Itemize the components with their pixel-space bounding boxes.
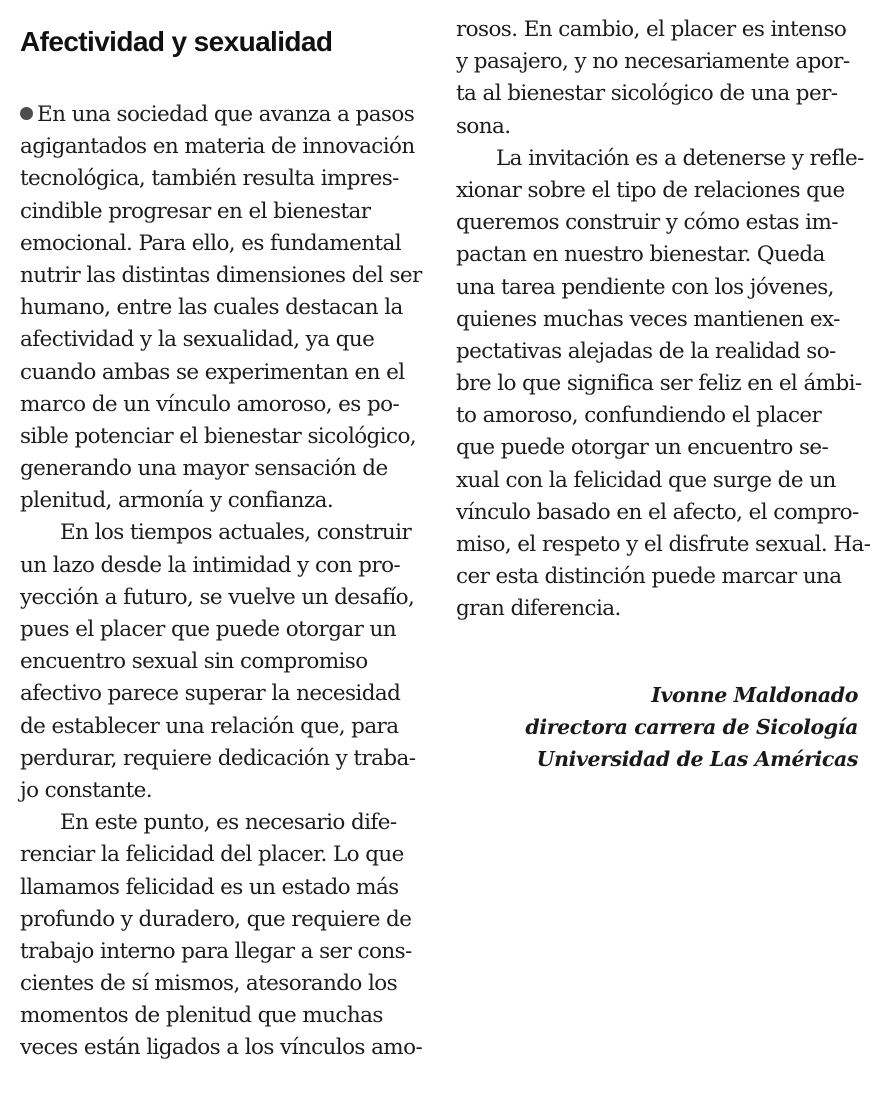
text-line: tecnológica, también resulta impres-	[20, 166, 399, 192]
text-line: sona.	[456, 113, 511, 139]
text-line: queremos construir y cómo estas im-	[456, 210, 838, 236]
right-column	[456, 14, 871, 626]
text-line: pactan en nuestro bienestar. Queda	[456, 242, 825, 268]
bullet-icon	[20, 107, 33, 120]
text-line: humano, entre las cuales destacan la	[20, 295, 403, 321]
text-line: miso, el respeto y el disfrute sexual. Ha-	[456, 532, 871, 557]
text-line: En los tiempos actuales, construir	[60, 520, 412, 546]
text-line: cer esta distinción puede marcar una	[456, 564, 842, 590]
article-title: Afectividad y sexualidad	[20, 26, 333, 57]
text-line: gran diferencia.	[456, 596, 621, 622]
text-line: veces están ligados a los vínculos amo-	[20, 1035, 423, 1061]
text-line: encuentro sexual sin compromiso	[20, 649, 368, 675]
signature-block	[456, 679, 858, 775]
left-column	[20, 14, 423, 1065]
text-line: La invitación es a detenerse y refle-	[496, 145, 864, 171]
text-line: xual con la felicidad que surge de un	[456, 467, 836, 493]
text-line: renciar la felicidad del placer. Lo que	[20, 842, 404, 868]
text-line: afectividad y la sexualidad, ya que	[20, 327, 375, 353]
text-line: quienes muchas veces mantienen ex-	[456, 306, 840, 332]
text-line: vínculo basado en el afecto, el compro-	[456, 499, 859, 525]
text-line: afectivo parece superar la necesidad	[20, 681, 401, 707]
text-line: yección a futuro, se vuelve un desafío,	[20, 584, 415, 610]
text-line: jo constante.	[20, 777, 153, 803]
text-line: marco de un vínculo amoroso, es po-	[20, 391, 400, 417]
text-line: En este punto, es necesario dife-	[60, 810, 397, 836]
text-line: xionar sobre el tipo de relaciones que	[456, 177, 845, 203]
text-line: emocional. Para ello, es fundamental	[20, 230, 401, 256]
text-line: una tarea pendiente con los jóvenes,	[456, 274, 834, 300]
text-line: llamamos felicidad es un estado más	[20, 874, 399, 900]
text-line: rosos. En cambio, el placer es intenso	[456, 17, 847, 42]
text-line: pectativas alejadas de la realidad so-	[456, 338, 836, 364]
text-line: profundo y duradero, que requiere de	[20, 906, 412, 932]
text-line: generando una mayor sensación de	[20, 456, 388, 482]
text-line: cientes de sí mismos, atesorando los	[20, 971, 398, 997]
text-line: pues el placer que puede otorgar un	[20, 617, 396, 642]
author-name: Ivonne Maldonado	[651, 683, 858, 707]
text-line: nutrir las distintas dimensiones del ser	[20, 262, 422, 288]
text-line: ta al bienestar sicológico de una per-	[456, 81, 838, 107]
text-line: un lazo desde la intimidad y con pro-	[20, 552, 401, 578]
text-line: que puede otorgar un encuentro se-	[456, 435, 829, 461]
text-line: bre lo que significa ser feliz en el ámbi-	[456, 371, 862, 397]
text-line: perdurar, requiere dedicación y traba-	[20, 745, 416, 771]
text-line: En una sociedad que avanza a pasos	[20, 99, 420, 131]
text-line: cuando ambas se experimentan en el	[20, 359, 405, 385]
text-line: trabajo interno para llegar a ser cons-	[20, 938, 412, 964]
text-line: agigantados en materia de innovación	[20, 134, 415, 160]
text-line: y pasajero, y no necesariamente apor-	[456, 49, 850, 75]
text-line: de establecer una relación que, para	[20, 713, 399, 739]
text-line: momentos de plenitud que muchas	[20, 1003, 383, 1029]
text-line: cindible progresar en el bienestar	[20, 198, 371, 224]
text-line: plenitud, armonía y confianza.	[20, 488, 334, 514]
author-role: directora carrera de Sicología	[525, 715, 858, 739]
author-institution: Universidad de Las Américas	[536, 747, 858, 771]
text-line: sible potenciar el bienestar sicológico,	[20, 423, 417, 449]
text-line: to amoroso, confundiendo el placer	[456, 403, 822, 429]
